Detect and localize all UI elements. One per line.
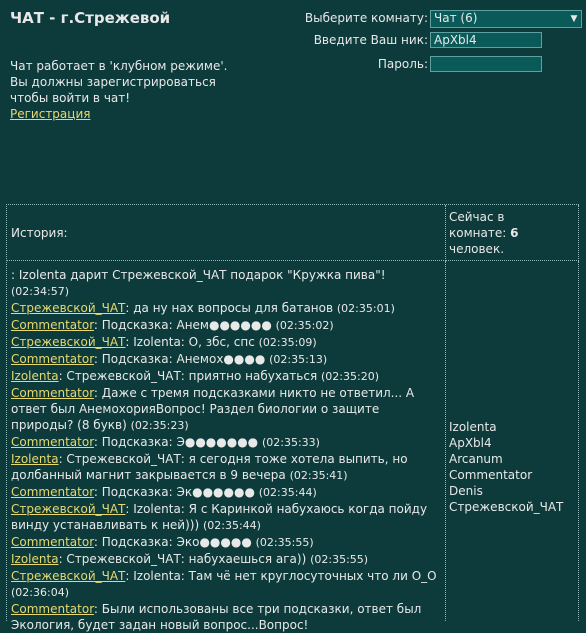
user-list [449, 419, 563, 515]
online-count: 6 [510, 226, 519, 240]
message-time: (02:35:44) [202, 519, 261, 532]
room-row [286, 10, 586, 28]
message-text: : Стрежевской_ЧАТ: приятно набухаться [58, 369, 318, 383]
chat-message [11, 568, 441, 601]
nick-label: Введите Ваш ник: [313, 33, 428, 47]
user-list-item[interactable]: Izolenta [449, 420, 497, 434]
message-time: (02:35:20) [321, 370, 379, 383]
online-line-3: человек. [449, 242, 505, 256]
message-text: : Стрежевской_ЧАТ: я сегодня тоже хотела выпить, но долбанный магнит закрывается в 9 вечера [11, 452, 408, 482]
chat-message [11, 451, 441, 484]
chat-message [11, 300, 441, 317]
message-time: (02:35:41) [289, 469, 348, 482]
chat-table [6, 204, 579, 632]
chat-message [11, 484, 441, 501]
message-author[interactable]: Commentator [11, 485, 94, 499]
message-time: (02:36:04) [11, 586, 69, 599]
chat-message [11, 317, 441, 334]
register-link[interactable]: Регистрация [10, 107, 91, 121]
message-author[interactable]: Стрежевской_ЧАТ [11, 569, 126, 583]
message-time: (02:35:13) [269, 353, 328, 366]
user-list-panel [446, 261, 579, 621]
message-text: : Подсказка: Эк●●●●●● [93, 485, 255, 499]
chat-message [11, 334, 441, 351]
club-mode-notice [10, 58, 227, 122]
online-line-1: Сейчас в [449, 210, 505, 224]
online-line-2: комнате: 6 [449, 226, 519, 240]
room-select-value: Чат (6) [434, 11, 478, 25]
message-author[interactable]: Izolenta [11, 369, 59, 383]
message-author[interactable]: Commentator [11, 386, 94, 400]
notice-line-3: чтобы войти в чат! [10, 91, 131, 105]
room-label: Выберите комнату: [304, 11, 428, 25]
message-text: : Подсказка: Эко●●●●● [93, 535, 252, 549]
notice-line-1: Чат работает в 'клубном режиме'. [10, 59, 228, 73]
message-text: : Izolenta: О, збс, спс [125, 335, 255, 349]
user-list-item[interactable]: Commentator [449, 468, 533, 482]
chat-message [11, 601, 441, 633]
chat-message [11, 501, 441, 534]
message-time: (02:35:55) [310, 553, 369, 566]
message-time: (02:35:01) [336, 302, 395, 315]
chat-message [11, 368, 441, 385]
password-row [286, 56, 586, 74]
nick-row [286, 32, 586, 50]
room-select[interactable] [430, 10, 582, 28]
message-author[interactable]: Стрежевской_ЧАТ [11, 301, 126, 315]
online-header-cell [446, 205, 579, 261]
message-author[interactable]: Commentator [11, 318, 94, 332]
chat-message [11, 551, 441, 568]
message-author[interactable]: Commentator [11, 602, 94, 616]
message-author[interactable]: Izolenta [11, 552, 59, 566]
chat-message [11, 385, 441, 434]
message-time: (02:35:33) [261, 436, 320, 449]
dropdown-arrow-icon: ▼ [567, 11, 581, 27]
message-text: : Izolenta: Я с Каринкой набухаюсь когда пойду винду устанавливать к ней))) [11, 502, 428, 532]
message-text: : Подсказка: Анемох●●●● [93, 352, 266, 366]
message-author[interactable]: Izolenta [11, 452, 59, 466]
message-author[interactable]: Стрежевской_ЧАТ [11, 502, 126, 516]
message-time: (02:35:44) [258, 486, 317, 499]
page-title: ЧАТ - г.Стрежевой [10, 9, 171, 27]
message-text: : Подсказка: Анем●●●●●● [93, 318, 272, 332]
message-time: (02:35:55) [255, 536, 314, 549]
chat-message [11, 534, 441, 551]
message-time: (02:35:02) [275, 319, 334, 332]
message-time: (02:34:57) [11, 285, 69, 298]
chat-message [11, 267, 441, 300]
message-time: (02:35:09) [258, 336, 317, 349]
history-header-cell [7, 205, 446, 261]
message-time: (02:35:23) [130, 419, 189, 432]
password-label: Пароль: [377, 57, 428, 71]
user-list-item[interactable]: Denis [449, 484, 483, 498]
message-text: : Были использованы все три подсказки, ответ был Экология, будет задан новый вопрос...Вопрос! [11, 602, 422, 632]
chat-message [11, 434, 441, 451]
chat-message [11, 351, 441, 368]
password-input[interactable] [430, 56, 542, 72]
message-author[interactable]: Commentator [11, 535, 94, 549]
user-list-item[interactable]: ApXbl4 [449, 436, 492, 450]
user-list-item[interactable]: Arcanum [449, 452, 503, 466]
message-author[interactable]: Commentator [11, 435, 94, 449]
message-text: : Izolenta: Там чё нет круглосуточных что ли О_О [125, 569, 437, 583]
message-author[interactable]: Commentator [11, 352, 94, 366]
message-text: : да ну нах вопросы для батанов [125, 301, 334, 315]
message-text: : Подсказка: Э●●●●●●● [93, 435, 259, 449]
history-header: История: [11, 226, 68, 240]
user-list-item[interactable]: Стрежевской_ЧАТ [449, 500, 564, 514]
nick-input[interactable]: ApXbl4 [430, 32, 542, 48]
chat-history[interactable] [7, 261, 446, 632]
notice-line-2: Вы должны зарегистрироваться [10, 75, 216, 89]
message-author[interactable]: Стрежевской_ЧАТ [11, 335, 126, 349]
message-text: : Даже с тремя подсказками никто не ответил... А ответ был АнемохорияВопрос! Раздел биологии о защите природы? (8 букв) [11, 386, 415, 432]
message-text: : Izolenta дарит Стрежевской_ЧАТ подарок "Кружка пива"! [11, 268, 386, 282]
message-text: : Стрежевской_ЧАТ: набухаешься ага)) [58, 552, 307, 566]
